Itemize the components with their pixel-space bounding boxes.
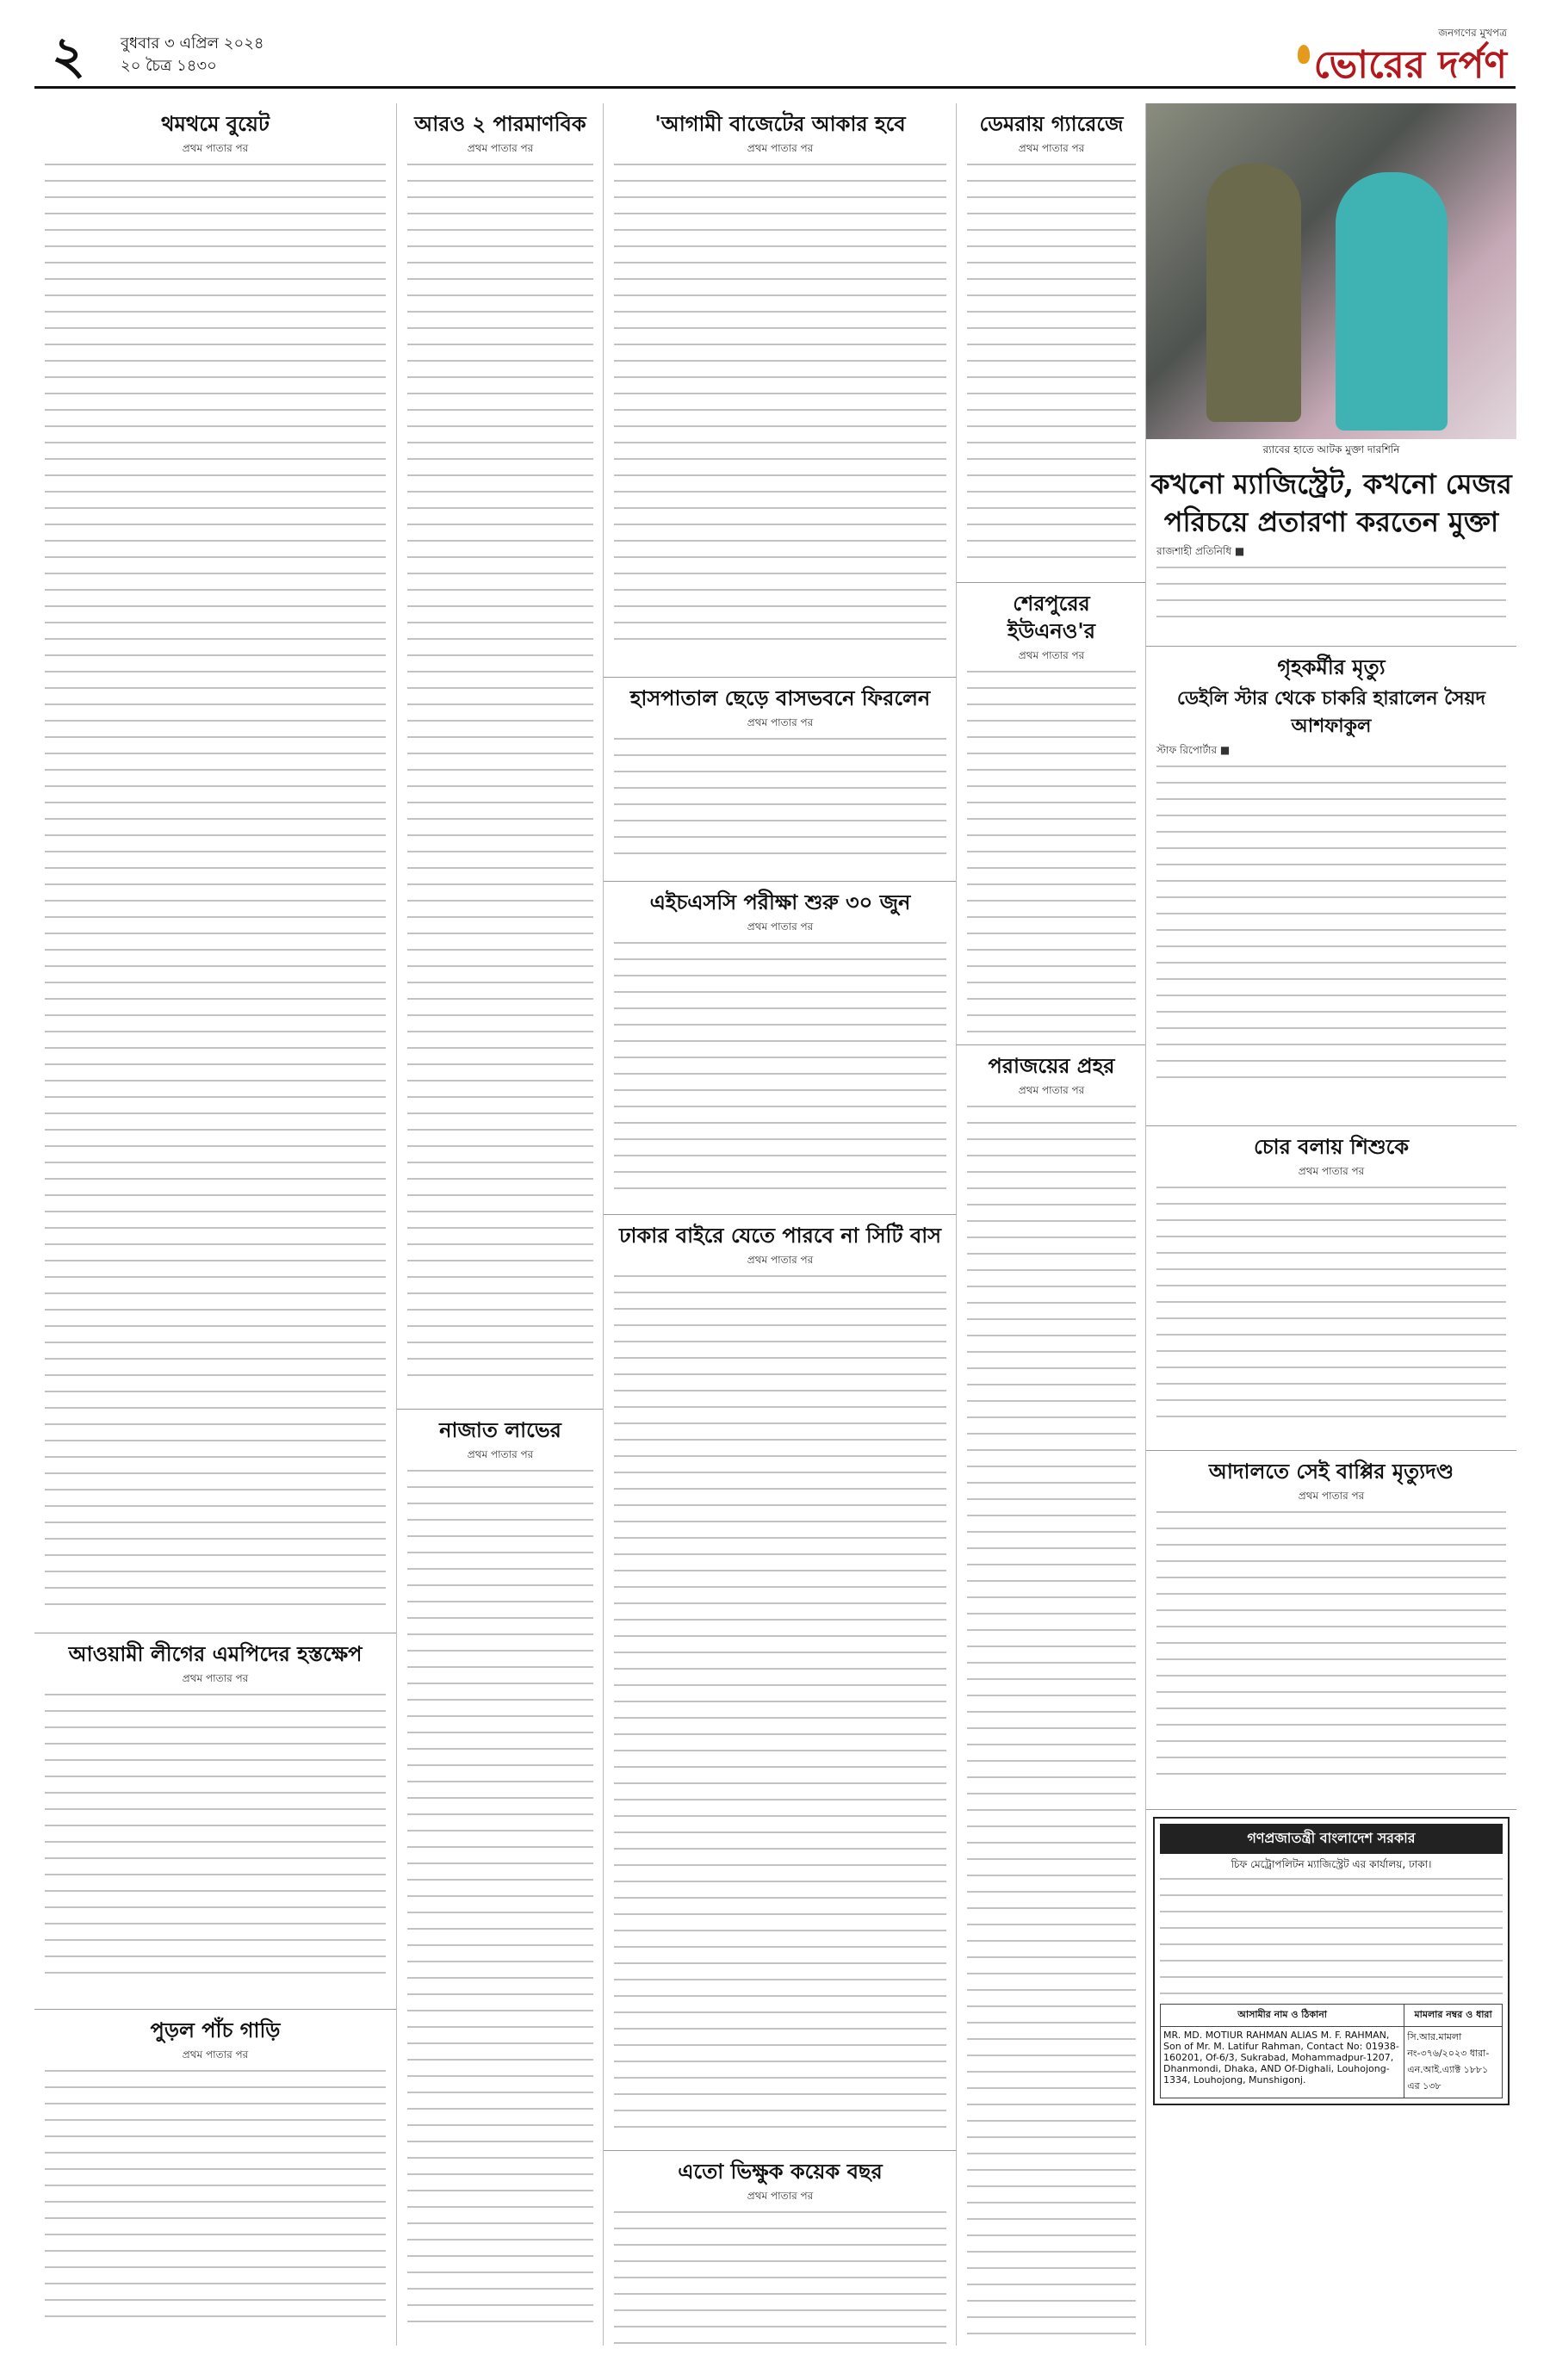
page-number: ২ (52, 26, 86, 86)
headline: 'আগামী বাজেটের আকার হবে (654, 111, 906, 136)
byline: প্রথম পাতার পর (747, 2190, 814, 2202)
article-text (45, 2070, 386, 2328)
article-text (1156, 1187, 1506, 1428)
notice-subtitle: চিফ মেট্রোপলিটন ম্যাজিস্ট্রেট এর কার্যালয়, ঢাকা। (1231, 1858, 1432, 1870)
tagline: জনগণের মুখপত্র (1438, 27, 1507, 39)
photo-caption: র‍্যাবের হাতে আটক মুক্তা দারশিনি (1262, 443, 1400, 456)
masthead (34, 26, 1516, 89)
newspaper-logo (1294, 26, 1507, 86)
headline: হাসপাতাল ছেড়ে বাসভবনে ফিরলেন (629, 685, 931, 710)
byline: প্রথম পাতার পর (1018, 1084, 1085, 1096)
story-child (1146, 1126, 1516, 1451)
byline: প্রথম পাতার পর (467, 1448, 534, 1460)
headline: আরও ২ পারমাণবিক (414, 111, 586, 136)
byline: প্রথম পাতার পর (747, 142, 814, 154)
headline: এতো ভিক্ষুক কয়েক বছর (678, 2159, 883, 2184)
story-hospital (604, 678, 957, 882)
story-sherpur (957, 583, 1146, 1045)
story-beggar (604, 2151, 957, 2346)
byline: প্রথম পাতার পর (747, 920, 814, 933)
byline: প্রথম পাতার পর (467, 142, 534, 154)
date-bangla: ২০ চৈত্র ১৪৩০ (121, 57, 217, 75)
article-text (614, 2211, 946, 2346)
article-text (1156, 765, 1506, 1093)
case-details: সি.আর.মামলা নং-৩৭৬/২০২৩ ধারা-এন.আই.এ্যাক্ট ১৮৮১ এর ১৩৮ (1404, 2027, 1503, 2098)
headline: নাজাত লাভের (439, 1417, 561, 1442)
headline: ডেমরায় গ্যারেজে (979, 111, 1124, 136)
story-budget (604, 103, 957, 678)
notice-title: গণপ্রজাতন্ত্রী বাংলাদেশ সরকার (1160, 1824, 1503, 1854)
column-5 (1145, 103, 1516, 2346)
article-text (45, 164, 386, 1610)
column-1 (34, 103, 396, 2346)
article-text (967, 1106, 1136, 2346)
headline: চোর বলায় শিশুকে (1253, 1134, 1410, 1159)
headline: আদালতে সেই বাপ্পির মৃত্যুদণ্ড (1208, 1459, 1454, 1484)
story-buet (34, 103, 396, 1633)
headline: থমথমে বুয়েট (161, 111, 270, 136)
headline: শেরপুরের ইউএনও'র (1008, 591, 1095, 643)
headline: গৃহকর্মীর মৃত্যু (1277, 654, 1386, 679)
headline: এইচএসসি পরীক্ষা শুরু ৩০ জুন (649, 889, 911, 914)
article-text (967, 671, 1136, 1045)
court-notice (1153, 1817, 1510, 2105)
officer-figure (1206, 164, 1301, 422)
byline: স্টাফ রিপোর্টার ■ (1156, 744, 1231, 756)
date-gregorian: বুধবার ৩ এপ্রিল ২০২৪ (121, 34, 264, 53)
col-accused: আসামীর নাম ও ঠিকানা (1161, 2005, 1404, 2027)
article-text (45, 1694, 386, 1986)
notice-text (1160, 1878, 1503, 1999)
arrested-woman-figure (1336, 172, 1448, 431)
headline: ঢাকার বাইরে যেতে পারবে না সিটি বাস (618, 1223, 942, 1248)
story-hsc (604, 882, 957, 1215)
byline: প্রথম পাতার পর (1298, 1490, 1365, 1502)
story-awami (34, 1633, 396, 2010)
byline: প্রথম পাতার পর (1018, 649, 1085, 661)
article-text (614, 738, 946, 858)
column-2 (396, 103, 604, 2346)
story-mukta (1146, 103, 1516, 647)
story-death (1146, 647, 1516, 1126)
notice-table (1160, 2004, 1503, 2098)
article-text (614, 1275, 946, 2128)
story-najat (397, 1410, 604, 2346)
byline: প্রথম পাতার পর (1298, 1165, 1365, 1177)
article-text (614, 164, 946, 654)
headline: আওয়ামী লীগের এমপিদের হস্তক্ষেপ (68, 1641, 363, 1666)
col-case: মামলার নম্বর ও ধারা (1404, 2005, 1503, 2027)
headline: পুড়ল পাঁচ গাড়ি (150, 2017, 281, 2042)
subheadline: ডেইলি স্টার থেকে চাকরি হারালেন সৈয়দ আশফাকুল (1176, 687, 1486, 737)
article-text (407, 1470, 593, 2331)
news-photo (1146, 103, 1516, 439)
article-text (614, 942, 946, 1192)
byline: প্রথম পাতার পর (747, 1254, 814, 1266)
article-text (1156, 567, 1506, 618)
byline: প্রথম পাতার পর (182, 142, 249, 154)
article-text (1156, 1511, 1506, 1787)
story-bus (604, 1215, 957, 2151)
article-text (407, 164, 593, 1386)
column-3 (603, 103, 957, 2346)
byline: প্রথম পাতার পর (182, 1672, 249, 1684)
column-4 (956, 103, 1146, 2346)
byline: প্রথম পাতার পর (182, 2048, 249, 2061)
byline: প্রথম পাতার পর (1018, 142, 1085, 154)
story-defeat (957, 1045, 1146, 2346)
story-cars (34, 2010, 396, 2346)
headline: পরাজয়ের প্রহর (988, 1053, 1115, 1078)
headline: কখনো ম্যাজিস্ট্রেট, কখনো মেজর পরিচয়ে প্রতারণা করতেন মুক্তা (1150, 468, 1512, 538)
accused-details: MR. MD. MOTIUR RAHMAN ALIAS M. F. RAHMAN, Son of Mr. M. Latifur Rahman, Contact No: 01938-160201, Of-6/3, Sukrabad, Mohammadpur-1207, Dhanmondi, Dhaka, AND Of-Dighali, Louhojong-1334, Louhojong, Munshigonj. (1161, 2027, 1404, 2098)
byline: প্রথম পাতার পর (747, 716, 814, 728)
story-bappi (1146, 1451, 1516, 1810)
story-demra (957, 103, 1146, 583)
story-nuclear (397, 103, 604, 1410)
paper-name: ভোরের দর্পণ (1313, 43, 1507, 87)
issue-date (121, 33, 264, 77)
byline: রাজশাহী প্রতিনিধি ■ (1156, 545, 1245, 557)
article-text (967, 164, 1136, 560)
flame-icon (1298, 45, 1310, 64)
